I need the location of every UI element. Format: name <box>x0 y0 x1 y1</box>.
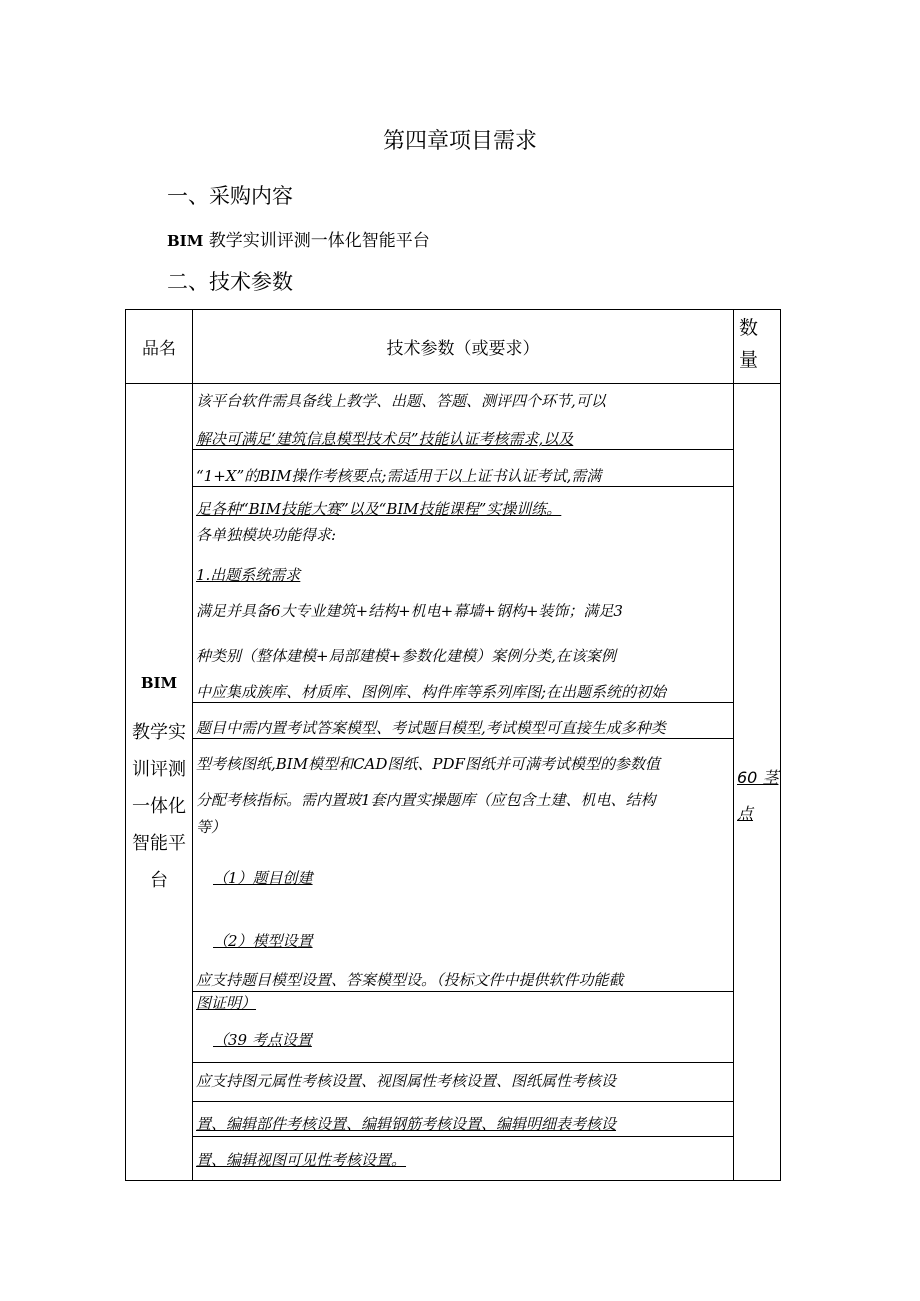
spec-line: （39 考点设置 <box>213 1031 312 1049</box>
divider <box>193 702 733 703</box>
spec-line: 应支持图元属性考核设置、视图属性考核设置、图纸属性考核设 <box>196 1072 617 1090</box>
spec-line: 应支持题目模型设置、答案模型设。（投标文件中提供软件功能截 <box>196 971 624 989</box>
section-heading-procurement: 一、采购内容 <box>167 184 293 208</box>
header-quantity-line1: 数 <box>739 317 759 339</box>
header-quantity <box>734 310 781 384</box>
spec-line: 足各种“BIM技能大赛”以及“BIM技能课程”实操训练。 <box>196 500 562 518</box>
header-params: 技术参数（或要求） <box>193 310 734 384</box>
procurement-item-prefix: BIM <box>167 232 204 250</box>
header-quantity-line2: 量 <box>739 349 759 371</box>
spec-line: （2）模型设置 <box>213 932 313 950</box>
product-name-line5: 台 <box>150 870 168 891</box>
table-header-row <box>126 310 781 384</box>
spec-line: （1）题目创建 <box>213 869 313 887</box>
divider <box>193 1062 733 1063</box>
spec-line: 该平台软件需具备线上教学、出题、答题、测评四个环节,可以 <box>196 392 606 410</box>
divider <box>193 738 733 739</box>
chapter-title: 第四章项目需求 <box>382 129 537 154</box>
divider <box>193 449 733 450</box>
product-name-line1: 教学实 <box>132 722 186 743</box>
spec-line: 中应集成族库、材质库、图例库、构件库等系列库图;在出题系统的初始 <box>196 683 667 701</box>
quantity-line2: 点 <box>737 804 754 823</box>
product-name-line0: BIM <box>140 674 178 692</box>
spec-table <box>125 309 781 1181</box>
spec-line: 置、编辑视图可见性考核设置。 <box>196 1151 407 1169</box>
spec-line: 分配考核指标。需内置玻1套内置实操题库（应包含土建、机电、结构 <box>196 791 656 809</box>
spec-line: 等） <box>196 818 227 836</box>
divider <box>193 1101 733 1102</box>
spec-line: 1.出题系统需求 <box>196 566 301 584</box>
spec-line: 置、编辑部件考核设置、编辑钢筋考核设置、编辑明细表考核设 <box>196 1115 617 1133</box>
spec-line: 种类别（整体建模+局部建模+参数化建模）案例分类,在该案例 <box>196 647 616 665</box>
quantity-line1: 60 茎 <box>737 768 779 787</box>
product-name-line3: 一体化 <box>132 796 186 817</box>
spec-line: “1+X”的BIM操作考核要点;需适用于以上证书认证考试,需满 <box>196 467 602 485</box>
quantity-cell <box>734 384 781 1181</box>
spec-line: 图证明） <box>196 994 257 1012</box>
divider <box>193 1136 733 1137</box>
product-name-line4: 智能平 <box>132 833 186 854</box>
header-name: 品名 <box>126 310 193 384</box>
spec-content <box>193 384 734 1181</box>
table-row <box>126 384 781 1181</box>
spec-line: 型考核图纸,BIM模型和CAD图纸、PDF图纸并可满考试模型的参数值 <box>196 755 660 773</box>
divider <box>193 486 733 487</box>
spec-line: 满足并具备6大专业建筑+结构+机电+幕墙+钢构+装饰；满足3 <box>196 602 623 620</box>
spec-line: 解决可满足‘建筑信息模型技术员”技能认证考核需求,以及 <box>196 430 574 448</box>
divider <box>193 991 733 992</box>
spec-line: 各单独模块功能得求: <box>196 526 337 544</box>
product-name <box>126 384 193 1181</box>
product-name-line2: 训评测 <box>132 759 186 780</box>
procurement-item <box>167 226 430 251</box>
procurement-item-text: 教学实训评测一体化智能平台 <box>203 231 430 251</box>
section-heading-tech-params: 二、技术参数 <box>167 270 293 294</box>
spec-line: 题目中需内置考试答案模型、考试题目模型,考试模型可直接生成多种类 <box>196 719 666 737</box>
